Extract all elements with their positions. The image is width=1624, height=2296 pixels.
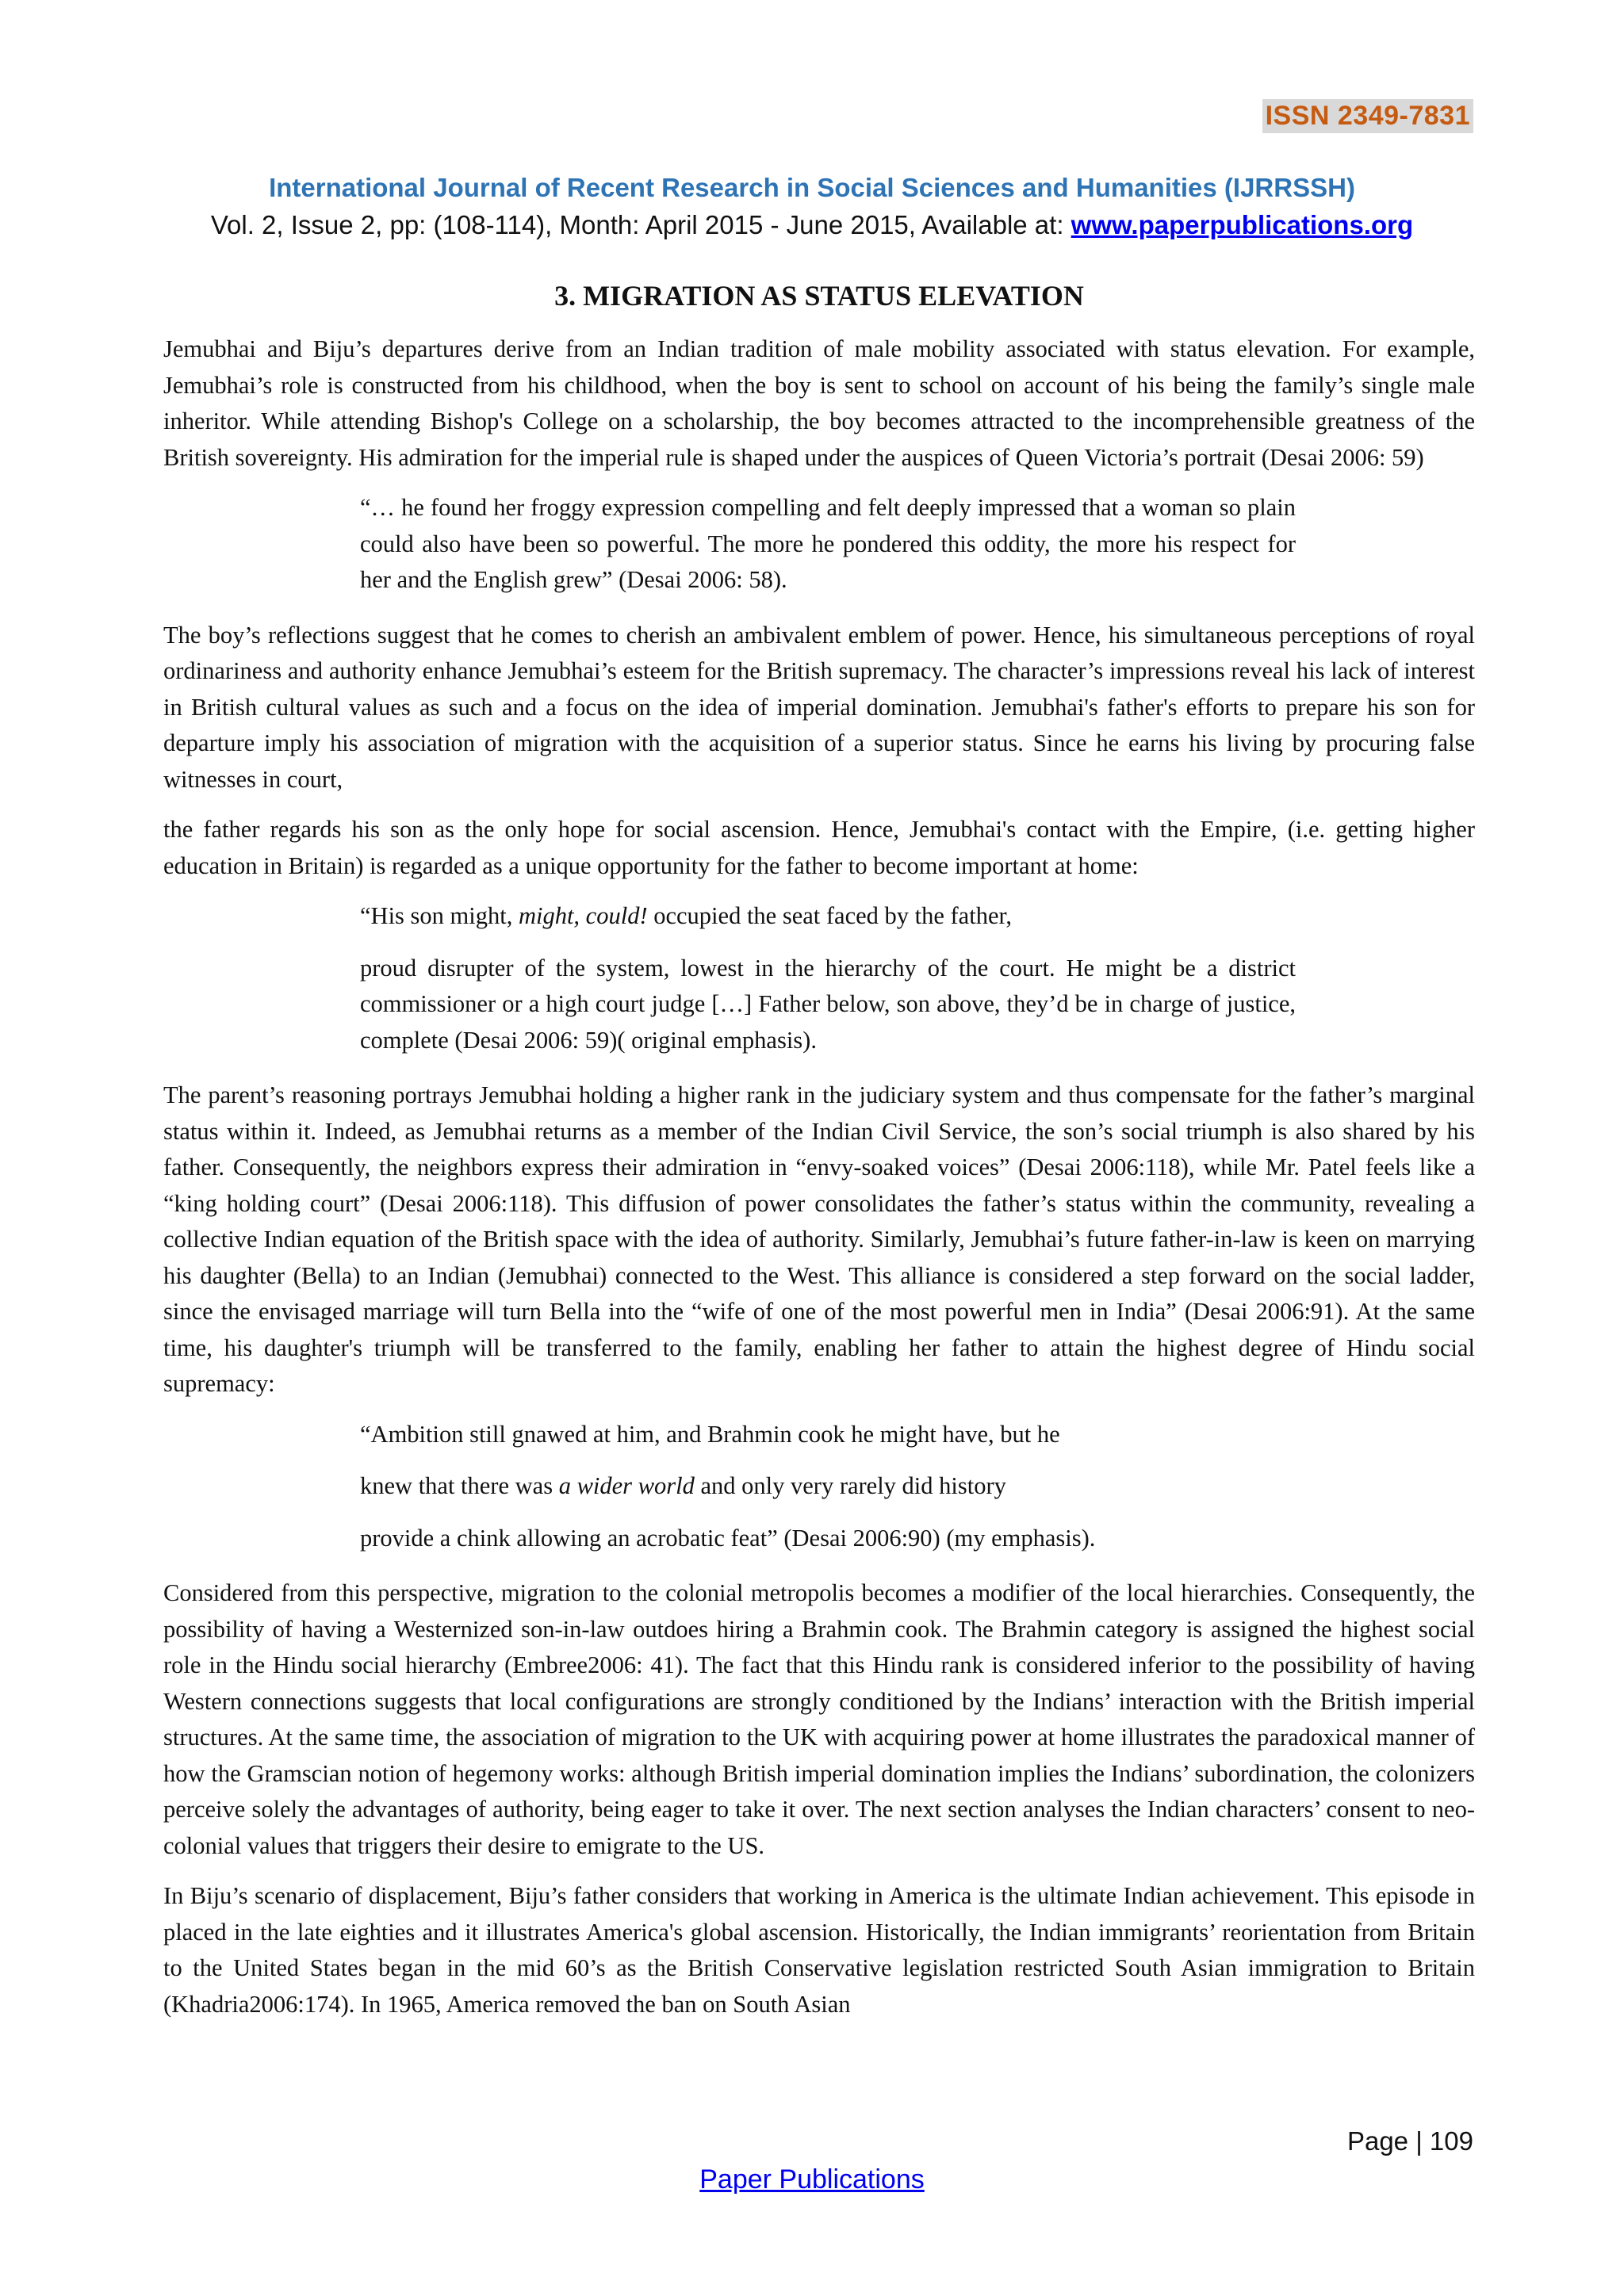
block-quote-2	[360, 898, 1296, 1058]
paragraph-1: Jemubhai and Biju’s departures derive from an Indian tradition of male mobility associated with status elevation. For example, Jemubhai’s role is constructed from his childhood, when the boy is sent to school on account of his being the family’s single male inheritor. While attending Bishop's College on a scholarship, the boy becomes attracted to the incomprehensible greatness of the British sovereignty. His admiration for the imperial rule is shaped under the auspices of Queen Victoria’s portrait (Desai 2006: 59)	[163, 335, 1475, 471]
quote-3-line-3: provide a chink allowing an acrobatic feat” (Desai 2006:90) (my emphasis).	[360, 1524, 1096, 1552]
quote-3-text-b: and only very rarely did history	[694, 1472, 1006, 1499]
paragraph-2: The boy’s reflections suggest that he comes to cherish an ambivalent emblem of power. Hence, his simultaneous perceptions of royal ordinariness and authority enhance Jemubhai’s esteem for the British supremacy. The character’s impressions reveal his lack of interest in British cultural values as such and a focus on the idea of imperial domination. Jemubhai's father's efforts to prepare his son for departure imply his association of migration with the acquisition of a superior status. Since he earns his living by procuring false witnesses in court,	[163, 621, 1475, 793]
quote-2-text-a: “His son might,	[360, 902, 519, 929]
journal-info-text: Vol. 2, Issue 2, pp: (108-114), Month: April 2015 - June 2015, Available at:	[210, 210, 1071, 239]
block-quote-1	[360, 490, 1296, 599]
quote-3-line-1: “Ambition still gnawed at him, and Brahmin cook he might have, but he	[360, 1420, 1060, 1448]
quote-3-emphasis: a wider world	[558, 1472, 695, 1499]
quote-2-line-1	[360, 898, 1296, 935]
block-quote-3	[360, 1417, 1296, 1557]
article-body	[163, 279, 1475, 2037]
quote-2-emphasis: might, could!	[518, 902, 648, 929]
paragraph-4: The parent’s reasoning portrays Jemubhai holding a higher rank in the judiciary system and thus compensate for the father’s marginal status within it. Indeed, as Jemubhai returns as a member of the Indian Civil Service, the son’s social triumph is also shared by his father. Consequently, the neighbors express their admiration in “envy-soaked voices” (Desai 2006:118), while Mr. Patel feels like a “king holding court” (Desai 2006:118). This diffusion of power consolidates the father’s status within the community, revealing a collective Indian equation of the British space with the idea of authority. Similarly, Jemubhai’s future father-in-law is keen on marrying his daughter (Bella) to an Indian (Jemubhai) connected to the West. This alliance is considered a step forward on the social ladder, since the envisaged marriage will turn Bella into the “wife of one of the most powerful men in India” (Desai 2006:91). At the same time, his daughter's triumph will be transferred to the family, enabling her father to attain the highest degree of Hindu social supremacy:	[163, 1081, 1475, 1397]
quote-2-line-2: proud disrupter of the system, lowest in the hierarchy of the court. He might be a district commissioner or a high court judge […] Father below, son above, they’d be in charge of justice, complete (Desai 2006: 59)( original emphasis).	[360, 954, 1296, 1054]
paragraph-3: the father regards his son as the only hope for social ascension. Hence, Jemubhai's contact with the Empire, (i.e. getting higher education in Britain) is regarded as a unique opportunity for the father to become important at home:	[163, 816, 1475, 879]
journal-title: International Journal of Recent Research in Social Sciences and Humanities (IJRRSSH)	[269, 173, 1355, 202]
page-number: Page | 109	[1346, 2126, 1473, 2156]
section-heading: 3. MIGRATION AS STATUS ELEVATION	[554, 280, 1084, 312]
paragraph-5: Considered from this perspective, migration to the colonial metropolis becomes a modifier of the local hierarchies. Consequently, the possibility of having a Westernized son-in-law outdoes hiring a Brahmin cook. The Brahmin category is assigned the highest social role in the Hindu social hierarchy (Embree2006: 41). The fact that this Hindu rank is considered inferior to the possibility of having Western connections suggests that local configurations are strongly conditioned by the Indians’ interaction with the British imperial structures. At the same time, the association of migration to the UK with acquiring power at home illustrates the paradoxical manner of how the Gramscian notion of hegemony works: although British imperial domination implies the Indians’ subordination, the colonizers perceive solely the advantages of authority, being eager to take it over. The next section analyses the Indian characters’ consent to neo-colonial values that triggers their desire to emigrate to the US.	[163, 1579, 1475, 1859]
quote-3-text-a: knew that there was	[360, 1472, 559, 1499]
quote-3-line-2	[360, 1468, 1296, 1505]
quote-1-text: “… he found her froggy expression compelling and felt deeply impressed that a woman so plain could also have been so powerful. The more he pondered this oddity, the more his respect for her and the English grew” (Desai 2006: 58).	[360, 494, 1296, 593]
journal-info	[0, 210, 1624, 240]
paragraph-6: In Biju’s scenario of displacement, Biju’s father considers that working in America is the ultimate Indian achievement. This episode in placed in the late eighties and it illustrates America's global ascension. Historically, the Indian immigrants’ reorientation from Britain to the United States began in the mid 60’s as the British Conservative legislation restricted South Asian immigration to Britain (Khadria2006:174). In 1965, America removed the ban on South Asian	[163, 1882, 1475, 2018]
footer	[0, 2164, 1624, 2195]
issn-badge: ISSN 2349-7831	[1262, 99, 1473, 133]
journal-url-link[interactable]: www.paperpublications.org	[1071, 210, 1414, 239]
publisher-link[interactable]: Paper Publications	[699, 2164, 925, 2195]
quote-2-text-b: occupied the seat faced by the father,	[647, 902, 1013, 929]
